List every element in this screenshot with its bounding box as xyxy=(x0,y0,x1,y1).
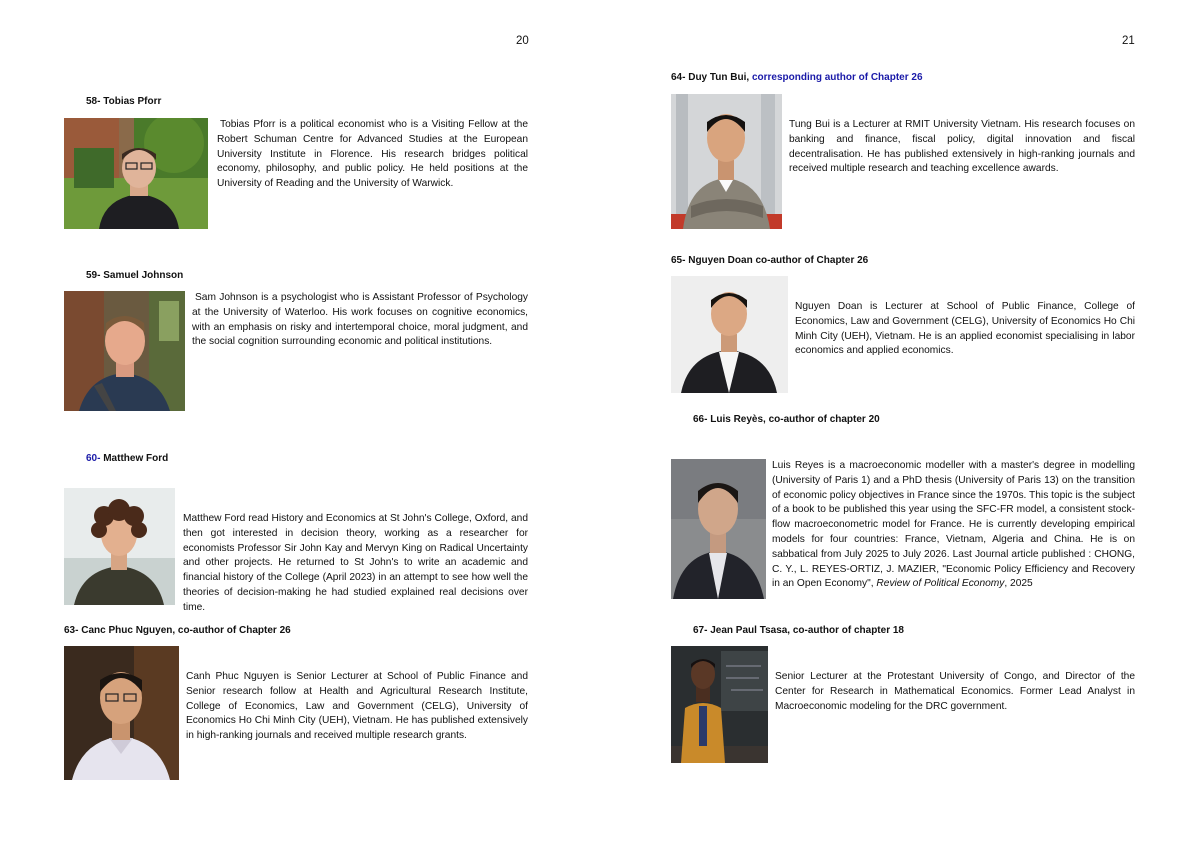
profile-heading-name: Matthew Ford xyxy=(100,453,169,464)
profile-bio: Nguyen Doan is Lecturer at School of Public Finance, College of Economics, Law and Government (CELG), University of Economics Ho Chi Minh City (UEH), Vietnam. He is an applied economist specialising in labor economics and applied economics. xyxy=(795,301,1135,357)
publication-year: , 2025 xyxy=(1004,578,1033,590)
profile-heading: 65- Nguyen Doan co-author of Chapter 26 xyxy=(671,255,869,266)
profile-bio: Sam Johnson is a psychologist who is Assistant Professor of Psychology at the University of Waterloo. His work focuses on cognitive economics, with an emphasis on risky and intertemporal choice, moral judgment, and the social cognition surrounding economic and political institutions. xyxy=(192,292,528,348)
profile-heading: 59- Samuel Johnson xyxy=(86,270,184,281)
profile-heading xyxy=(671,72,923,83)
journal-title: Review of Political Economy xyxy=(876,578,1005,590)
profile-heading: 58- Tobias Pforr xyxy=(86,96,162,107)
profile-photo xyxy=(64,646,179,780)
profile-bio xyxy=(772,459,1135,592)
profile-bio: Senior Lecturer at the Protestant University of Congo, and Director of the Center for Research in Mathematical Economics. Former Lead Analyst in Macroeconomic modeling for the DRC government. xyxy=(775,671,1135,712)
profile-heading-role: corresponding author of Chapter 26 xyxy=(751,72,923,83)
profile-photo xyxy=(671,276,788,393)
profile-heading: 67- Jean Paul Tsasa, co-author of chapter 18 xyxy=(693,625,904,636)
profile-heading-name: 64- Duy Tun Bui, xyxy=(671,72,752,83)
profile-photo xyxy=(64,488,175,605)
profile-heading xyxy=(86,453,168,464)
profile-photo xyxy=(671,646,768,763)
right-page-number: 21 xyxy=(1122,35,1135,47)
profile-photo xyxy=(64,291,185,411)
profile-photo xyxy=(671,459,766,599)
profile-bio-text: Luis Reyes is a macroeconomic modeller with a master's degree in modelling (University of Paris 1) and a PhD thesis (University of Paris 13) on the transition of economic policy objectives in France since the 1970s. This topic is the subject of a book to be published this year using the SFC-FR model, a consistent stock-flow macroeconometric model for France. He is currently developing empirical models for four countries: France, Vietnam, Algeria and China. He is on sabbatical from July 2025 to July 2026. Last Journal article published : CHONG, C. Y., L. REYES-ORTIZ, J. MAZIER, "Economic Policy Efficiency and Recovery in an Open Economy", xyxy=(772,460,1135,590)
profile-bio: Tung Bui is a Lecturer at RMIT University Vietnam. His research focuses on banking and finance, fiscal policy, digital innovation and fiscal decentralisation. He has published extensively in high-ranking journals and received multiple research and teaching excellence awards. xyxy=(789,119,1135,175)
profile-heading-number: 60- xyxy=(86,453,101,464)
profile-photo xyxy=(64,118,208,229)
profile-photo xyxy=(671,94,782,229)
profile-heading: 66- Luis Reyès, co-author of chapter 20 xyxy=(693,414,880,425)
profile-bio: Tobias Pforr is a political economist who is a Visiting Fellow at the Robert Schuman Centre for Advanced Studies at the European University Institute in Florence. His research bridges political economy, philosophy, and public policy. He held positions at the University of Reading and the University of Warwick. xyxy=(217,119,528,190)
profile-bio: Matthew Ford read History and Economics at St John's College, Oxford, and then got interested in decision theory, working as a researcher for economists Professor Sir John Kay and Mervyn King on Radical Uncertainty and other projects. He returned to St John's to write an academic and financial history of the College (April 2023) in an attempt to see how well the theories of decision-making he had studied explained real decisions over time. xyxy=(183,513,528,613)
left-page-number: 20 xyxy=(516,35,529,47)
profile-heading: 63- Canc Phuc Nguyen, co-author of Chapter 26 xyxy=(64,625,291,636)
profile-bio: Canh Phuc Nguyen is Senior Lecturer at School of Public Finance and Senior research follow at Health and Agricultural Research Institute, College of Economics, Law and Government (CELG), University of Economics Ho Chi Minh City (UEH), Vietnam. He has published extensively in high-ranking journals and received multiple research grants. xyxy=(186,671,528,742)
